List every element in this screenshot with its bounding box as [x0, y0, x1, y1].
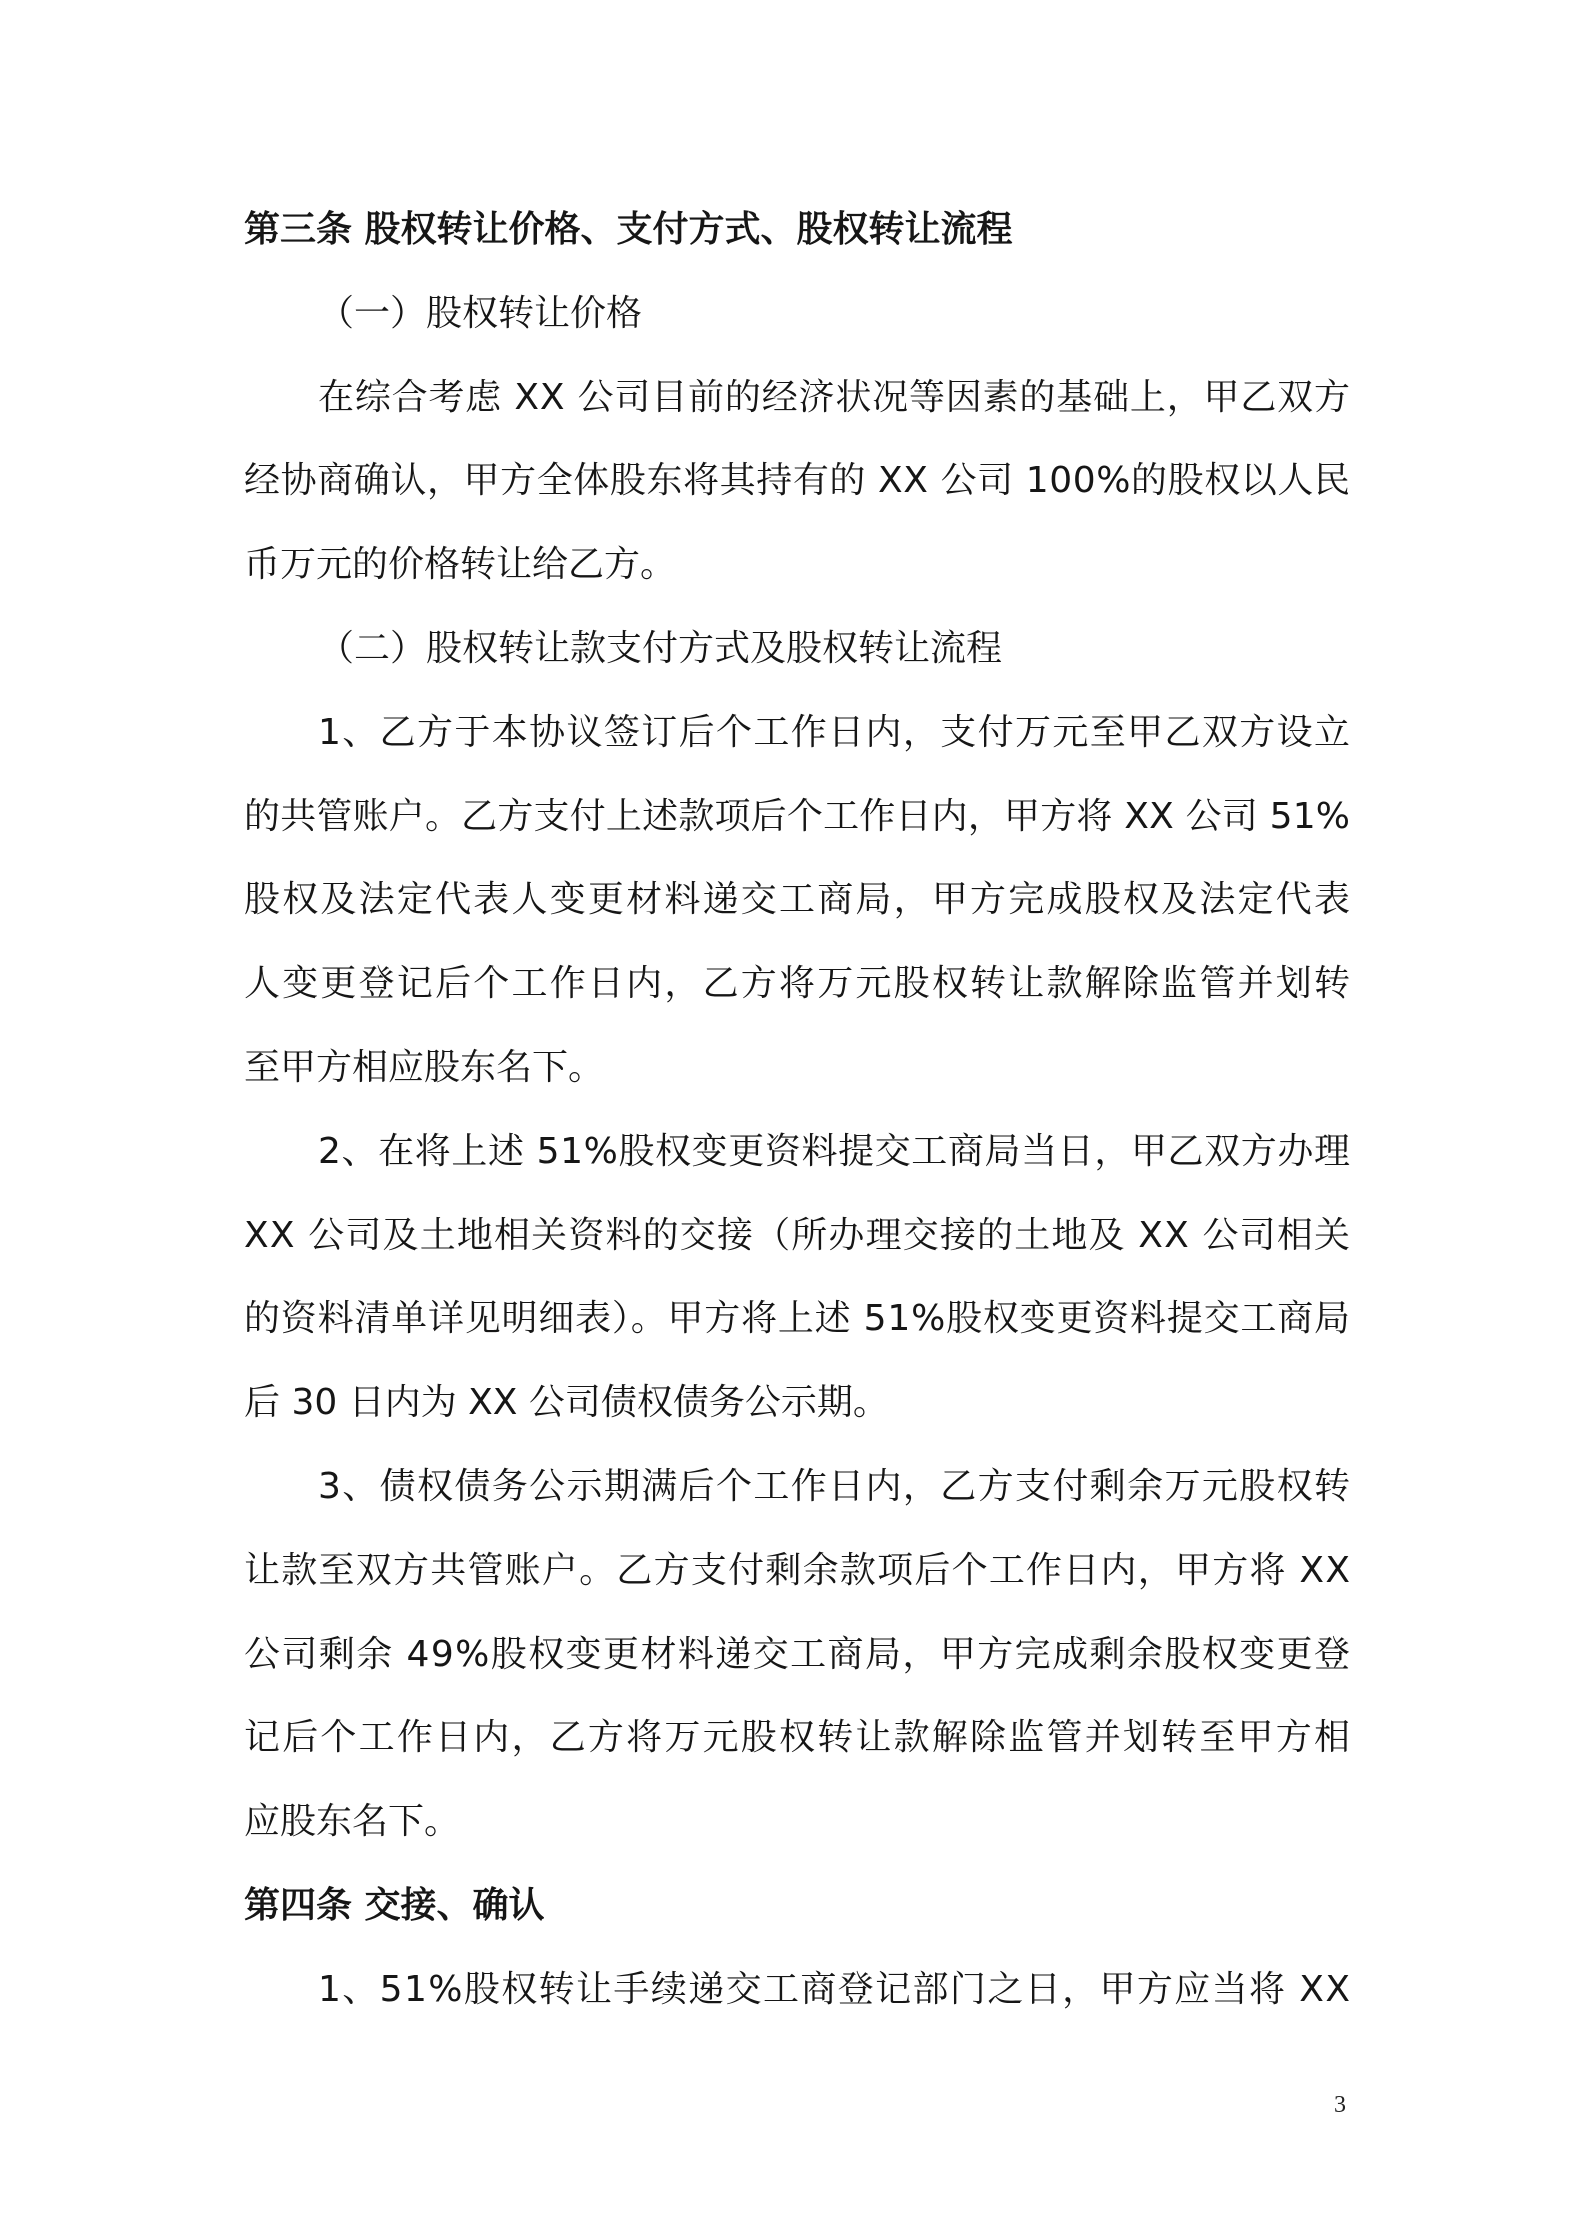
part-2-item-2-line-2: XX 公司及土地相关资料的交接（所办理交接的土地及 XX 公司相关 — [244, 1214, 1352, 1256]
part-2-item-3-line-2: 让款至双方共管账户。乙方支付剩余款项后个工作日内，甲方将 XX — [244, 1549, 1352, 1591]
part-2-item-2-line-4: 后 30 日内为 XX 公司债权债务公示期。 — [244, 1382, 889, 1424]
part-2-item-1-line-1: 1、乙方于本协议签订后个工作日内，支付万元至甲乙双方设立 — [318, 711, 1352, 753]
part-2-item-3-line-1: 3、债权债务公示期满后个工作日内，乙方支付剩余万元股权转 — [318, 1465, 1352, 1507]
part-1-line-1: 在综合考虑 XX 公司目前的经济状况等因素的基础上，甲乙双方 — [318, 376, 1351, 418]
part-2-heading: （二）股权转让款支付方式及股权转让流程 — [318, 627, 1003, 669]
part-2-item-3-line-4: 记后个工作日内，乙方将万元股权转让款解除监管并划转至甲方相 — [244, 1717, 1353, 1759]
article-4-item-1-line-1: 1、51%股权转让手续递交工商登记部门之日，甲方应当将 XX — [318, 1968, 1352, 2010]
part-2-item-2-line-1: 2、在将上述 51%股权变更资料提交工商局当日，甲乙双方办理 — [318, 1130, 1351, 1172]
article-3-heading: 第三条 股权转让价格、支付方式、股权转让流程 — [244, 209, 1013, 250]
part-1-line-2: 经协商确认，甲方全体股东将其持有的 XX 公司 100%的股权以人民 — [244, 460, 1351, 502]
part-2-item-3-line-3: 公司剩余 49%股权变更材料递交工商局，甲方完成剩余股权变更登 — [244, 1633, 1352, 1675]
part-2-item-1-line-5: 至甲方相应股东名下。 — [244, 1046, 605, 1088]
page-number: 3 — [1334, 2092, 1346, 2118]
part-1-heading: （一）股权转让价格 — [318, 292, 643, 334]
part-2-item-1-line-4: 人变更登记后个工作日内，乙方将万元股权转让款解除监管并划转 — [244, 963, 1353, 1005]
part-2-item-2-line-3: 的资料清单详见明细表）。甲方将上述 51%股权变更资料提交工商局 — [244, 1298, 1351, 1340]
part-2-item-3-line-5: 应股东名下。 — [244, 1801, 461, 1843]
part-1-line-3: 币万元的价格转让给乙方。 — [244, 544, 677, 586]
article-4-heading: 第四条 交接、确认 — [244, 1884, 545, 1926]
part-2-item-1-line-3: 股权及法定代表人变更材料递交工商局，甲方完成股权及法定代表 — [244, 879, 1353, 921]
part-2-item-1-line-2: 的共管账户。乙方支付上述款项后个工作日内，甲方将 XX 公司 51% — [244, 795, 1351, 837]
document-body — [244, 188, 1353, 2032]
